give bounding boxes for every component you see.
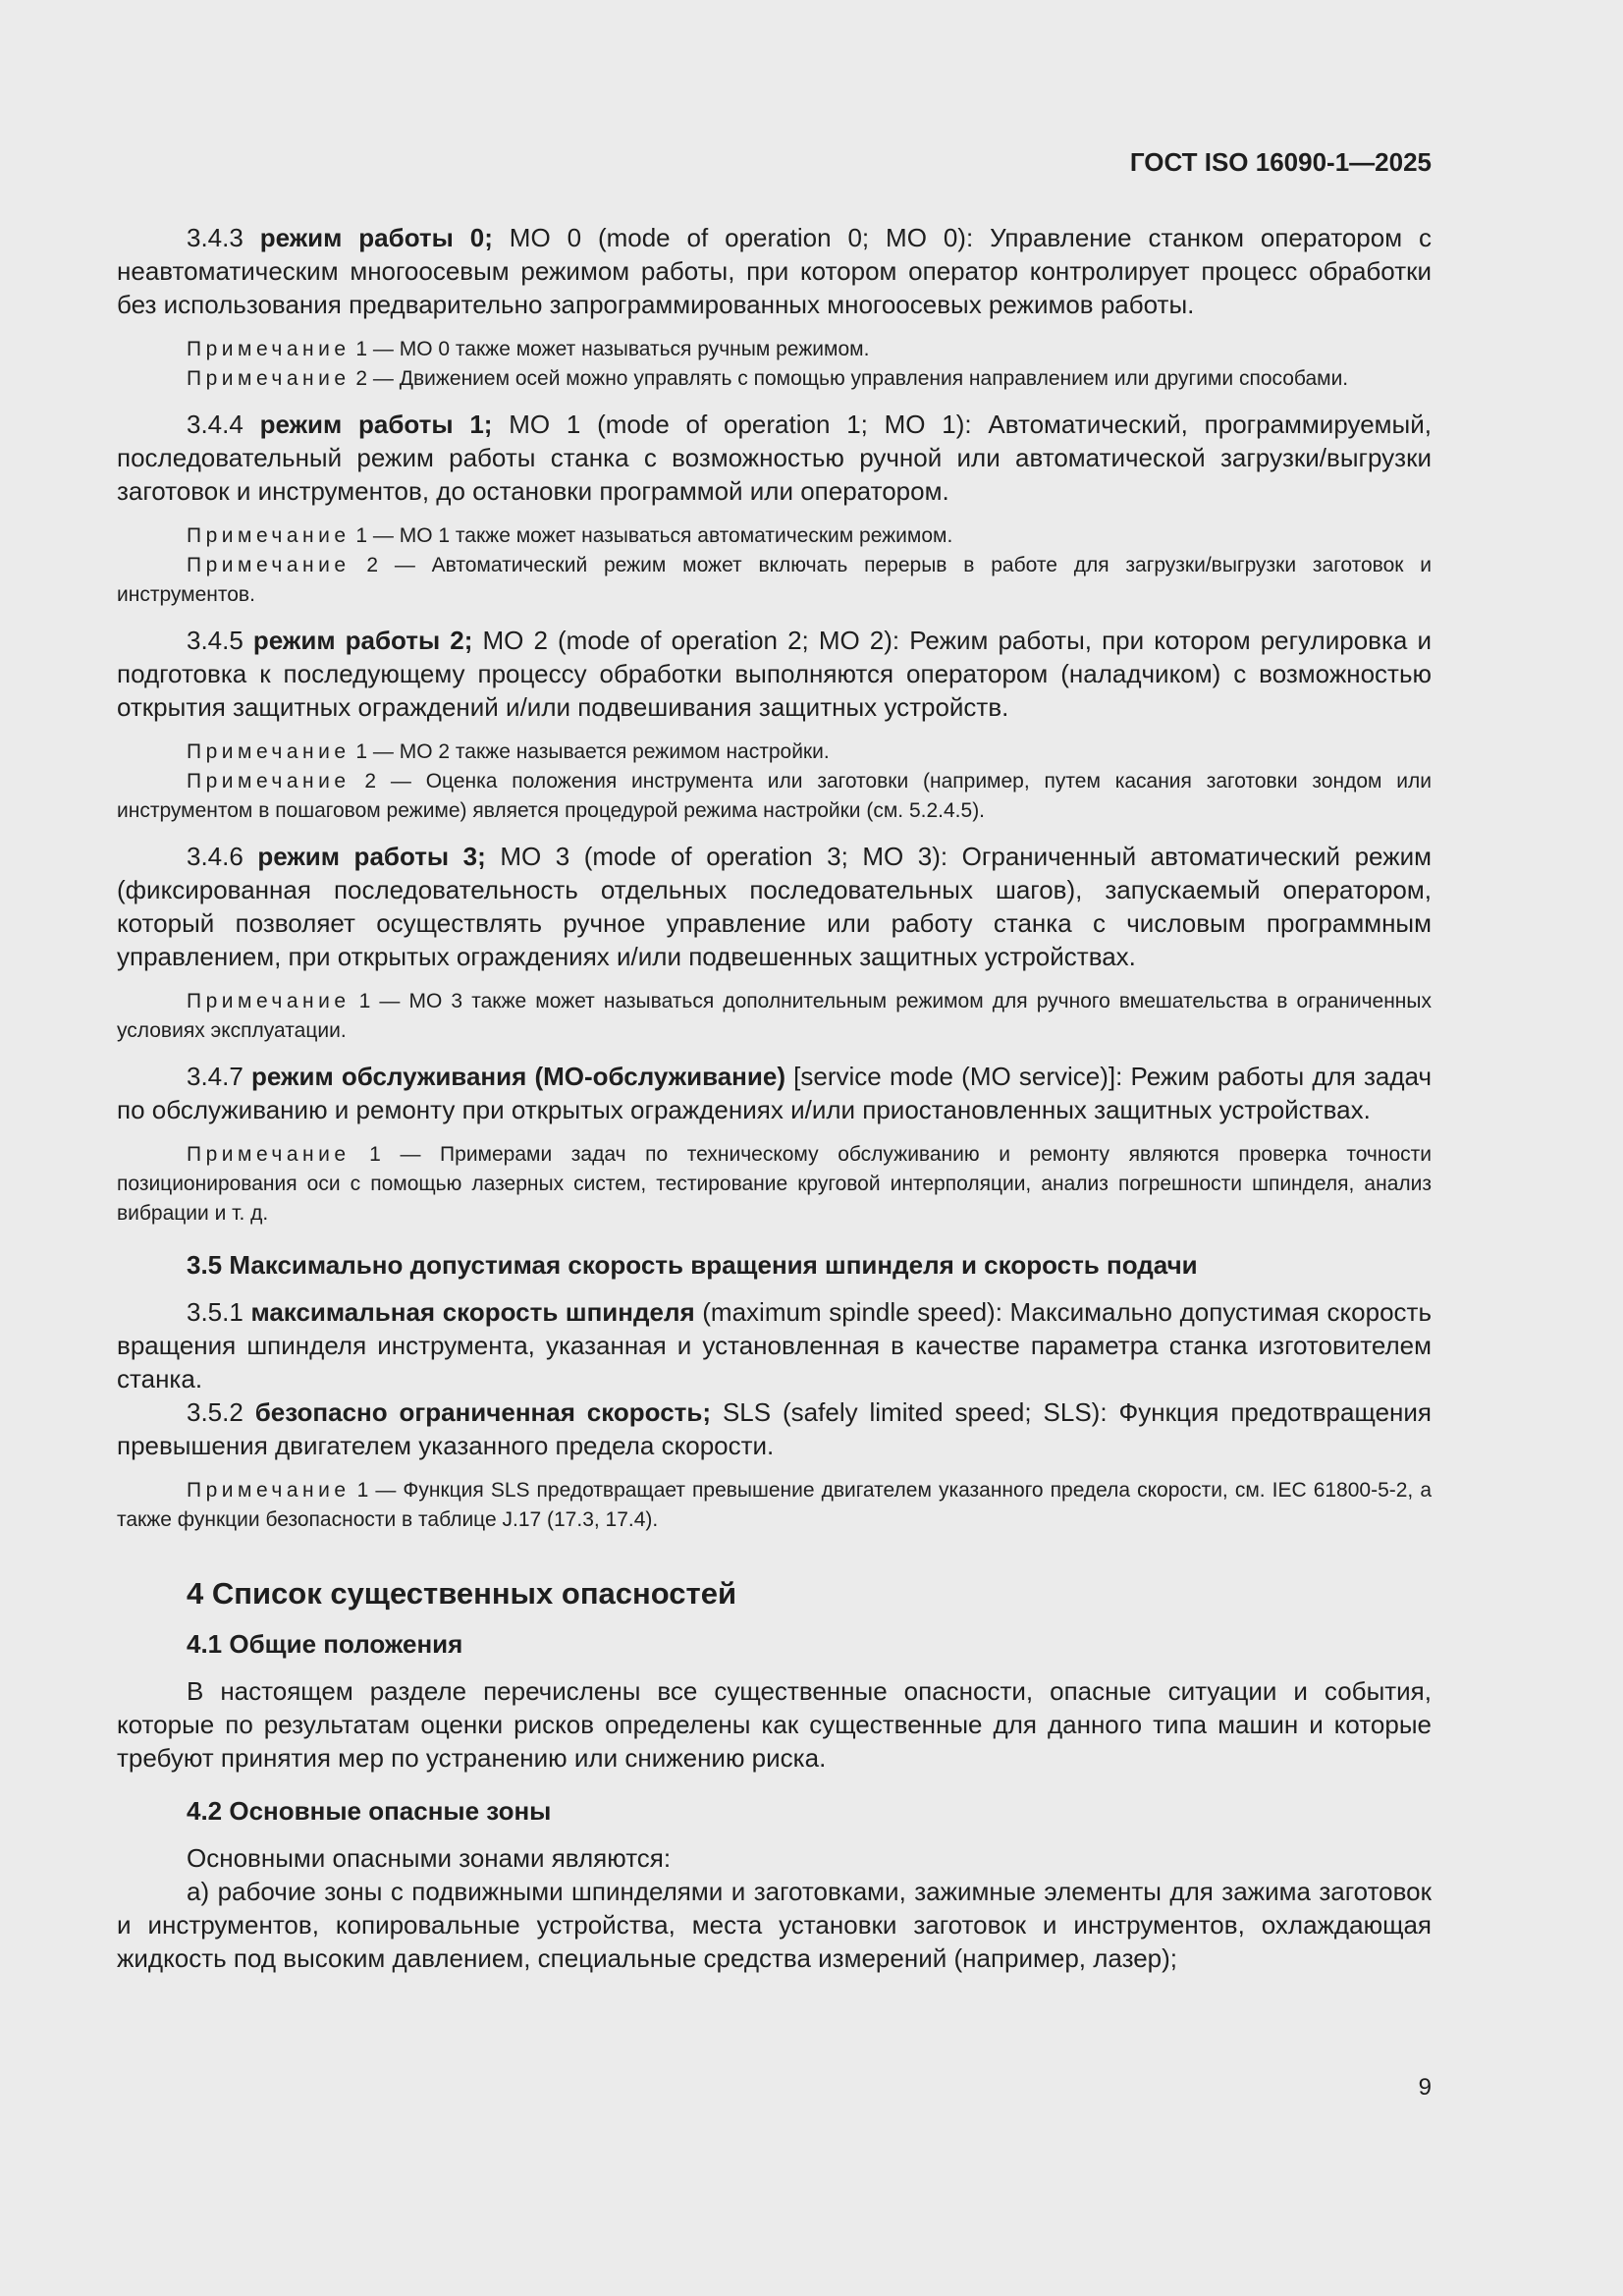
paragraph-4-2-intro: Основными опасными зонами являются: xyxy=(187,1843,672,1873)
list-item-a: a) рабочие зоны с подвижными шпинделями и заготовками, зажимные элементы для зажима заготовок и инструментов, копировальные устройства, места установки заготовок и инструментов, охлаждающая жидкость под высоким давлением, специальные средства измерений (например, лазер); xyxy=(117,1877,1432,1973)
note-text: 1 — Функция SLS предотвращает превышение двигателем указанного предела скорости, см. IEC 61800-5-2, а также функции безопасности в таблице J.17 (17.3, 17.4). xyxy=(117,1479,1432,1531)
term-3-4-7 xyxy=(117,1060,1432,1126)
note-text: 2 — Оценка положения инструмента или заготовки (например, путем касания заготовки зондом или инструментом в пошаговом режиме) является процедурой режима настройки (см. 5.2.4.5). xyxy=(117,770,1432,822)
note-3-5-2-1 xyxy=(117,1476,1432,1535)
term-name: режим работы 0; xyxy=(259,223,493,252)
term-name: режим работы 1; xyxy=(259,410,493,439)
term-3-4-3 xyxy=(117,221,1432,321)
note-label: Примечание xyxy=(187,554,351,576)
term-definition: SLS (safely limited speed; SLS): Функция предотвращения превышения двигателем указанного предела скорости. xyxy=(117,1397,1433,1460)
note-3-4-3-1 xyxy=(117,335,1432,364)
term-definition: МО 3 (mode of operation 3; МО 3): Ограниченный автоматический режим (фиксированная последовательность отдельных последовательных шагов), запускаемый оператором, который позволяет осуществлять ручное управление или работу станка с числовым программным управлением, при открытых ограждениях и/или подвешенных защитных устройствах. xyxy=(117,842,1432,971)
note-3-4-7-1 xyxy=(117,1140,1432,1229)
term-definition: МО 0 (mode of operation 0; МО 0): Управление станком оператором с неавтоматическим многоосевым режимом работы, при котором оператор контролирует процесс обработки без использования предварительно запрограммированных многоосевых режимов работы. xyxy=(117,223,1432,319)
term-definition: (maximum spindle speed): Максимально допустимая скорость вращения шпинделя инструмента, указанная и установленная в качестве параметра станка изготовителем станка. xyxy=(117,1297,1432,1394)
page-number: 9 xyxy=(1418,2074,1432,2101)
term-name: режим обслуживания (МО-обслуживание) xyxy=(251,1062,785,1091)
note-3-4-5-1 xyxy=(117,738,1432,767)
term-number: 3.4.7 xyxy=(187,1062,252,1091)
note-3-4-3-2 xyxy=(117,364,1432,394)
paragraph-4-1: В настоящем разделе перечислены все существенные опасности, опасные ситуации и события, которые по результатам оценки рисков определены как существенные для данного типа машин и которые требуют принятия мер по устранению или снижению риска. xyxy=(117,1676,1432,1773)
note-label: Примечание xyxy=(187,1143,351,1166)
note-label: Примечание xyxy=(187,770,351,793)
note-3-4-5-2 xyxy=(117,767,1432,826)
note-label: Примечание xyxy=(187,740,351,763)
term-3-5-2 xyxy=(117,1395,1432,1462)
term-name: безопасно ограниченная скорость; xyxy=(254,1397,712,1427)
term-number: 3.5.2 xyxy=(187,1397,255,1427)
page-content xyxy=(117,221,1432,1975)
term-number: 3.4.4 xyxy=(187,410,260,439)
note-3-4-4-1 xyxy=(117,521,1432,551)
term-number: 3.5.1 xyxy=(187,1297,251,1327)
note-text: 2 — Движением осей можно управлять с помощью управления направлением или другими способами. xyxy=(350,367,1349,390)
document-code-header: ГОСТ ISO 16090-1—2025 xyxy=(1129,147,1432,177)
term-3-4-4 xyxy=(117,408,1432,508)
subsection-heading-4-2: 4.2 Основные опасные зоны xyxy=(187,1796,552,1826)
term-number: 3.4.3 xyxy=(187,223,260,252)
subsection-heading-4-1: 4.1 Общие положения xyxy=(187,1629,463,1659)
note-text: 1 — Примерами задач по техническому обслуживанию и ремонту являются проверка точности позиционирования оси с помощью лазерных систем, тестирование круговой интерполяции, анализ погрешности шпинделя, анализ вибрации и т. д. xyxy=(117,1143,1432,1225)
term-number: 3.4.6 xyxy=(187,842,258,871)
note-text: 1 — МО 0 также может называться ручным режимом. xyxy=(350,338,870,360)
term-name: режим работы 2; xyxy=(252,626,473,655)
note-text: 2 — Автоматический режим может включать перерыв в работе для загрузки/выгрузки заготовок и инструментов. xyxy=(117,554,1432,606)
note-label: Примечание xyxy=(187,524,351,547)
note-3-4-6-1 xyxy=(117,987,1432,1046)
note-text: 1 — МО 2 также называется режимом настройки. xyxy=(350,740,830,763)
term-3-5-1 xyxy=(117,1295,1432,1395)
term-3-4-6 xyxy=(117,840,1432,973)
note-text: 1 — МО 1 также может называться автоматическим режимом. xyxy=(350,524,953,547)
note-text: 1 — МО 3 также может называться дополнительным режимом для ручного вмешательства в ограниченных условиях эксплуатации. xyxy=(117,990,1432,1042)
note-label: Примечание xyxy=(187,990,351,1012)
term-definition: МО 2 (mode of operation 2; МО 2): Режим работы, при котором регулировка и подготовка к последующему процессу обработки выполняются оператором (наладчиком) с возможностью открытия защитных ограждений и/или подвешивания защитных устройств. xyxy=(117,626,1432,722)
term-number: 3.4.5 xyxy=(187,626,253,655)
note-label: Примечание xyxy=(187,367,351,390)
note-label: Примечание xyxy=(187,338,351,360)
section-heading-4: 4 Список существенных опасностей xyxy=(187,1576,736,1611)
note-label: Примечание xyxy=(187,1479,351,1502)
term-definition: МО 1 (mode of operation 1; МО 1): Автоматический, программируемый, последовательный режим работы станка с возможностью ручной или автоматической загрузки/выгрузки заготовок и инструментов, до остановки программой или оператором. xyxy=(117,410,1432,506)
term-name: максимальная скорость шпинделя xyxy=(250,1297,695,1327)
term-name: режим работы 3; xyxy=(257,842,486,871)
term-3-4-5 xyxy=(117,624,1432,724)
note-3-4-4-2 xyxy=(117,551,1432,610)
term-definition: [service mode (МО service)]: Режим работы для задач по обслуживанию и ремонту при открытых ограждениях и/или приостановленных защитных устройствах. xyxy=(117,1062,1432,1124)
subsection-heading-3-5: 3.5 Максимально допустимая скорость вращения шпинделя и скорость подачи xyxy=(187,1250,1198,1280)
